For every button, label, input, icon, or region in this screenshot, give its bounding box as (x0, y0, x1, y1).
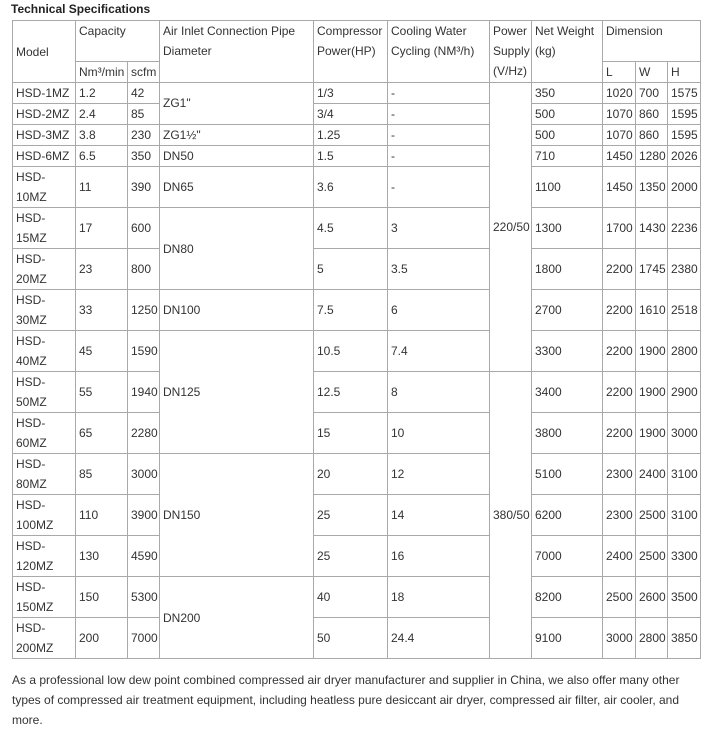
dim-l-cell: 2200 (603, 372, 636, 413)
air-inlet-cell: DN50 (160, 146, 314, 167)
table-row (13, 104, 701, 125)
air-inlet-cell: DN200 (160, 577, 314, 659)
cooling-water-cell: 7.4 (388, 331, 490, 372)
net-weight-cell: 3400 (532, 372, 603, 413)
dim-h-cell: 1575 (668, 83, 701, 104)
table-row (13, 618, 701, 659)
capacity-scfm-cell: 390 (128, 167, 160, 208)
capacity-nm3-cell: 2.4 (76, 104, 128, 125)
compressor-power-cell: 50 (314, 618, 388, 659)
dim-l-cell: 2300 (603, 454, 636, 495)
model-cell: HSD-6MZ (13, 146, 76, 167)
dim-w-cell: 1430 (636, 208, 668, 249)
model-cell: HSD- 100MZ (13, 495, 76, 536)
capacity-scfm-cell: 800 (128, 249, 160, 290)
cooling-water-cell: 8 (388, 372, 490, 413)
model-cell: HSD- 200MZ (13, 618, 76, 659)
dim-h-cell: 3100 (668, 454, 701, 495)
capacity-scfm-cell: 3000 (128, 454, 160, 495)
capacity-nm3-cell: 33 (76, 290, 128, 331)
capacity-nm3-cell: 3.8 (76, 125, 128, 146)
model-cell: HSD- 10MZ (13, 167, 76, 208)
table-row (13, 249, 701, 290)
net-weight-cell: 7000 (532, 536, 603, 577)
cooling-water-cell: 10 (388, 413, 490, 454)
net-weight-cell: 1800 (532, 249, 603, 290)
capacity-scfm-cell: 600 (128, 208, 160, 249)
dim-l-cell: 1020 (603, 83, 636, 104)
capacity-scfm-cell: 5300 (128, 577, 160, 618)
dim-w-cell: 860 (636, 104, 668, 125)
table-row (13, 83, 701, 104)
dim-l-cell: 1070 (603, 104, 636, 125)
compressor-power-cell: 25 (314, 495, 388, 536)
dim-h-cell: 2800 (668, 331, 701, 372)
capacity-scfm-cell: 4590 (128, 536, 160, 577)
capacity-scfm-cell: 1250 (128, 290, 160, 331)
capacity-scfm-cell: 85 (128, 104, 160, 125)
dim-h-cell: 1595 (668, 125, 701, 146)
model-cell: HSD- 30MZ (13, 290, 76, 331)
dim-h-cell: 1595 (668, 104, 701, 125)
model-cell: HSD- 150MZ (13, 577, 76, 618)
header-dim-h: H (668, 62, 701, 83)
air-inlet-cell: DN65 (160, 167, 314, 208)
capacity-nm3-cell: 55 (76, 372, 128, 413)
dim-h-cell: 2518 (668, 290, 701, 331)
capacity-nm3-cell: 85 (76, 454, 128, 495)
compressor-power-cell: 1/3 (314, 83, 388, 104)
spec-table (12, 20, 701, 659)
compressor-power-cell: 12.5 (314, 372, 388, 413)
cooling-water-cell: 24.4 (388, 618, 490, 659)
capacity-nm3-cell: 130 (76, 536, 128, 577)
net-weight-cell: 2700 (532, 290, 603, 331)
compressor-power-cell: 15 (314, 413, 388, 454)
dim-l-cell: 1450 (603, 167, 636, 208)
compressor-power-cell: 3.6 (314, 167, 388, 208)
net-weight-cell: 1300 (532, 208, 603, 249)
compressor-power-cell: 10.5 (314, 331, 388, 372)
capacity-nm3-cell: 11 (76, 167, 128, 208)
capacity-nm3-cell: 23 (76, 249, 128, 290)
header-cooling-water: Cooling Water Cycling (NM³/h) (388, 21, 490, 83)
dim-l-cell: 2300 (603, 495, 636, 536)
header-nm3-min: Nm³/min (76, 62, 128, 83)
header-model: Model (13, 21, 76, 83)
dim-l-cell: 2200 (603, 290, 636, 331)
model-cell: HSD- 20MZ (13, 249, 76, 290)
net-weight-cell: 500 (532, 104, 603, 125)
capacity-scfm-cell: 2280 (128, 413, 160, 454)
dim-l-cell: 1070 (603, 125, 636, 146)
net-weight-cell: 350 (532, 83, 603, 104)
cooling-water-cell: 16 (388, 536, 490, 577)
capacity-nm3-cell: 200 (76, 618, 128, 659)
compressor-power-cell: 20 (314, 454, 388, 495)
dim-h-cell: 2236 (668, 208, 701, 249)
header-air-inlet: Air Inlet Connection Pipe Diameter (160, 21, 314, 83)
dim-w-cell: 1350 (636, 167, 668, 208)
capacity-scfm-cell: 350 (128, 146, 160, 167)
dim-w-cell: 860 (636, 125, 668, 146)
compressor-power-cell: 1.25 (314, 125, 388, 146)
model-cell: HSD- 40MZ (13, 331, 76, 372)
header-compressor-power: Compressor Power(HP) (314, 21, 388, 83)
cooling-water-cell: - (388, 83, 490, 104)
net-weight-cell: 8200 (532, 577, 603, 618)
net-weight-cell: 6200 (532, 495, 603, 536)
compressor-power-cell: 7.5 (314, 290, 388, 331)
capacity-scfm-cell: 7000 (128, 618, 160, 659)
header-dim-l: L (603, 62, 636, 83)
capacity-scfm-cell: 1940 (128, 372, 160, 413)
table-row (13, 577, 701, 618)
cooling-water-cell: 12 (388, 454, 490, 495)
compressor-power-cell: 25 (314, 536, 388, 577)
dim-l-cell: 2200 (603, 413, 636, 454)
cooling-water-cell: - (388, 104, 490, 125)
dim-w-cell: 2400 (636, 454, 668, 495)
cooling-water-cell: - (388, 125, 490, 146)
table-row (13, 146, 701, 167)
compressor-power-cell: 5 (314, 249, 388, 290)
table-row (13, 372, 701, 413)
header-power-supply: Power Supply (V/Hz) (490, 21, 532, 83)
dim-h-cell: 3000 (668, 413, 701, 454)
header-dimension: Dimension (603, 21, 701, 62)
compressor-power-cell: 4.5 (314, 208, 388, 249)
dim-h-cell: 3500 (668, 577, 701, 618)
table-row (13, 208, 701, 249)
dim-l-cell: 2400 (603, 536, 636, 577)
dim-h-cell: 2900 (668, 372, 701, 413)
capacity-nm3-cell: 150 (76, 577, 128, 618)
net-weight-cell: 9100 (532, 618, 603, 659)
dim-w-cell: 2500 (636, 536, 668, 577)
dim-h-cell: 3300 (668, 536, 701, 577)
cooling-water-cell: 14 (388, 495, 490, 536)
dim-w-cell: 1610 (636, 290, 668, 331)
dim-w-cell: 1280 (636, 146, 668, 167)
header-dim-w: W (636, 62, 668, 83)
cooling-water-cell: 6 (388, 290, 490, 331)
table-row (13, 454, 701, 495)
capacity-nm3-cell: 110 (76, 495, 128, 536)
model-cell: HSD- 80MZ (13, 454, 76, 495)
dim-h-cell: 2000 (668, 167, 701, 208)
dim-l-cell: 1700 (603, 208, 636, 249)
dim-w-cell: 1900 (636, 331, 668, 372)
model-cell: HSD- 15MZ (13, 208, 76, 249)
capacity-nm3-cell: 17 (76, 208, 128, 249)
capacity-scfm-cell: 3900 (128, 495, 160, 536)
footer-paragraph: As a professional low dew point combined compressed air dryer manufacturer and supplier in China, we also offer many other types of compressed air treatment equipment, including heatless pure desiccant air dryer, compressed air filter, air cooler, and more. (12, 673, 680, 727)
cooling-water-cell: - (388, 146, 490, 167)
capacity-nm3-cell: 6.5 (76, 146, 128, 167)
dim-w-cell: 1900 (636, 413, 668, 454)
air-inlet-cell: DN80 (160, 208, 314, 290)
cooling-water-cell: 18 (388, 577, 490, 618)
power-supply-cell: 220/50 (490, 83, 532, 372)
capacity-scfm-cell: 230 (128, 125, 160, 146)
dim-h-cell: 2026 (668, 146, 701, 167)
header-net-weight: Net Weight (kg) (532, 21, 603, 83)
dim-w-cell: 700 (636, 83, 668, 104)
model-cell: HSD-2MZ (13, 104, 76, 125)
section-title: Technical Specifications (11, 2, 151, 16)
dim-l-cell: 3000 (603, 618, 636, 659)
air-inlet-cell: ZG1½" (160, 125, 314, 146)
net-weight-cell: 500 (532, 125, 603, 146)
dim-w-cell: 2600 (636, 577, 668, 618)
capacity-scfm-cell: 42 (128, 83, 160, 104)
dim-h-cell: 2380 (668, 249, 701, 290)
table-row (13, 331, 701, 372)
dim-w-cell: 1900 (636, 372, 668, 413)
capacity-nm3-cell: 1.2 (76, 83, 128, 104)
table-row (13, 290, 701, 331)
net-weight-cell: 1100 (532, 167, 603, 208)
air-inlet-cell: DN125 (160, 331, 314, 454)
model-cell: HSD-3MZ (13, 125, 76, 146)
model-cell: HSD- 120MZ (13, 536, 76, 577)
header-scfm: scfm (128, 62, 160, 83)
dim-w-cell: 2500 (636, 495, 668, 536)
table-row (13, 167, 701, 208)
net-weight-cell: 710 (532, 146, 603, 167)
capacity-nm3-cell: 45 (76, 331, 128, 372)
table-row (13, 536, 701, 577)
net-weight-cell: 3300 (532, 331, 603, 372)
table-row (13, 495, 701, 536)
model-cell: HSD- 50MZ (13, 372, 76, 413)
cooling-water-cell: 3.5 (388, 249, 490, 290)
dim-l-cell: 2200 (603, 331, 636, 372)
net-weight-cell: 5100 (532, 454, 603, 495)
dim-l-cell: 2200 (603, 249, 636, 290)
compressor-power-cell: 40 (314, 577, 388, 618)
cooling-water-cell: 3 (388, 208, 490, 249)
net-weight-cell: 3800 (532, 413, 603, 454)
capacity-scfm-cell: 1590 (128, 331, 160, 372)
model-cell: HSD-1MZ (13, 83, 76, 104)
model-cell: HSD- 60MZ (13, 413, 76, 454)
dim-h-cell: 3100 (668, 495, 701, 536)
dim-w-cell: 2800 (636, 618, 668, 659)
cooling-water-cell: - (388, 167, 490, 208)
compressor-power-cell: 3/4 (314, 104, 388, 125)
header-capacity: Capacity (76, 21, 160, 62)
air-inlet-cell: ZG1" (160, 83, 314, 125)
capacity-nm3-cell: 65 (76, 413, 128, 454)
table-row (13, 125, 701, 146)
power-supply-cell: 380/50 (490, 372, 532, 659)
dim-h-cell: 3850 (668, 618, 701, 659)
dim-w-cell: 1745 (636, 249, 668, 290)
air-inlet-cell: DN150 (160, 454, 314, 577)
compressor-power-cell: 1.5 (314, 146, 388, 167)
air-inlet-cell: DN100 (160, 290, 314, 331)
dim-l-cell: 1450 (603, 146, 636, 167)
dim-l-cell: 2500 (603, 577, 636, 618)
table-row (13, 413, 701, 454)
